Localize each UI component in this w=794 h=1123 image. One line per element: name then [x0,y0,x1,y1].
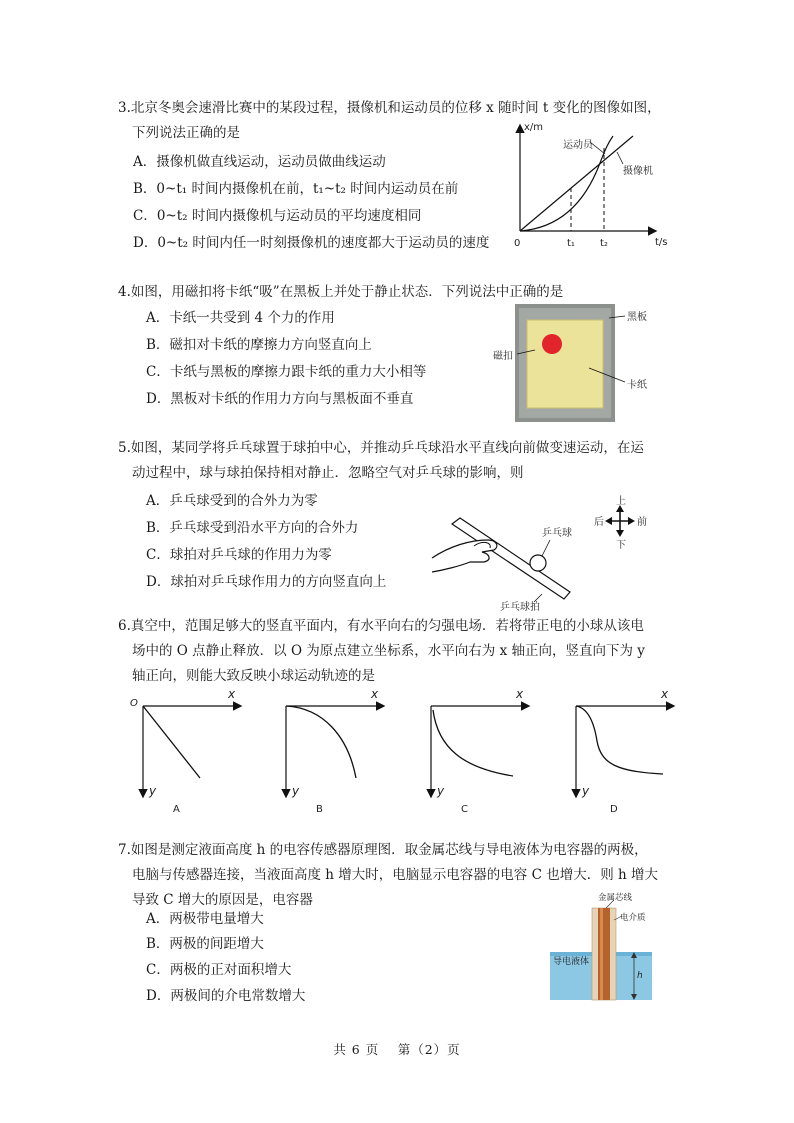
q3-origin: 0 [514,238,521,249]
q5-stem-line2: 动过程中，球与球拍保持相对静止．忽略空气对乒乓球的影响，则 [132,465,524,481]
q4-option-a[interactable]: A．卡纸一共受到 4 个力的作用 [146,310,335,326]
q7-liquid-label: 导电液体 [553,957,590,967]
q5-down-label: 下 [616,540,626,551]
q6-graph-d[interactable] [576,687,673,815]
q4-stem: 4.如图，用磁扣将卡纸“吸”在黑板上并处于静止状态．下列说法中正确的是 [118,284,564,300]
q7-option-b[interactable]: B．两极的间距增大 [146,936,264,952]
q5-back-label: 后 [594,517,604,528]
q4-magnet [542,334,562,354]
q6-graph-a[interactable] [130,687,240,815]
q6-b-y: y [292,784,300,798]
page-footer: 共 6 页 第（2）页 [333,1042,461,1057]
q7-option-a[interactable]: A．两极带电量增大 [146,911,264,927]
q5-ball [530,555,546,571]
q5-option-b[interactable]: B．乒乓球受到沿水平方向的合外力 [146,520,359,536]
q6-a-trajectory [143,706,200,778]
q7-stem-line3: 导致 C 增大的原因是，电容器 [132,892,313,908]
q7-option-d[interactable]: D．两极间的介电常数增大 [146,988,306,1004]
q4-option-c[interactable]: C．卡纸与黑板的摩擦力跟卡纸的重力大小相等 [146,364,427,380]
q6-a-label: A [173,804,180,815]
q5-up-label: 上 [616,496,626,507]
q3-camera-label: 摄像机 [623,166,653,177]
q5-option-a[interactable]: A．乒乓球受到的合外力为零 [146,493,318,509]
q7-stem-line2: 电脑与传感器连接，当液面高度 h 增大时，电脑显示电容器的电容 C 也增大．则 h 增大 [132,867,658,883]
q6-c-trajectory [433,710,513,776]
q6-d-x: x [661,687,669,701]
q3-camera-pointer [617,152,623,164]
q6-stem-line1: 6.真空中，范围足够大的竖直平面内，有水平向右的匀强电场．若将带正电的小球从该电 [118,618,644,634]
q6-d-trajectory [576,706,663,774]
q6-stem-line3: 轴正向，则能大致反映小球运动轨迹的是 [132,668,375,684]
q3-t1-label: t₁ [567,238,575,249]
q3-option-d[interactable]: D．0~t₂ 时间内任一时刻摄像机的速度都大于运动员的速度 [133,235,490,251]
q3-x-label: t/s [655,237,668,248]
q6-a-x: x [228,687,236,701]
q3-athlete-label: 运动员 [563,140,593,151]
q3-stem-line2: 下列说法正确的是 [132,125,240,141]
q4-magnet-label: 磁扣 [493,351,513,362]
q5-hand [432,540,497,572]
q7-capacitor-figure [548,890,658,1002]
q5-option-d[interactable]: D．球拍对乒乓球作用力的方向竖直向上 [146,574,387,590]
q5-option-c[interactable]: C．球拍对乒乓球的作用力为零 [146,547,332,563]
q5-paddle-label: 乒乓球拍 [500,602,540,613]
q6-graph-b[interactable] [286,687,383,815]
q5-number: 5. [118,440,131,456]
question-5 [118,436,688,486]
q6-graph-c[interactable] [431,687,528,815]
q4-option-d[interactable]: D．黑板对卡纸的作用力方向与黑板面不垂直 [146,391,414,407]
q7-metal-core [598,908,610,1000]
q6-b-trajectory [286,706,356,778]
q3-t2-label: t₂ [600,238,608,249]
q6-c-y: y [437,784,445,798]
q6-options-graphs [118,686,678,816]
q6-a-origin: O [130,698,138,709]
q5-paddle-figure [430,496,680,614]
q4-blackboard-label: 黑板 [627,312,647,323]
q6-stem-line2: 场中的 O 点静止释放．以 O 为原点建立坐标系，水平向右为 x 轴正向，竖直向下为 y [132,643,645,659]
q5-stem-line1: 5.如图，某同学将乒乓球置于球拍中心，并推动乒乓球沿水平直线向前做变速运动，在运 [118,440,644,456]
q4-card-label: 卡纸 [627,380,647,391]
q3-option-b[interactable]: B．0~t₁ 时间内摄像机在前，t₁~t₂ 时间内运动员在前 [133,181,459,197]
q3-number: 3. [118,100,131,116]
q5-ball-label: 乒乓球 [542,528,572,539]
q6-a-y: y [149,784,157,798]
q6-d-label: D [610,804,618,815]
q6-d-y: y [582,784,590,798]
q4-option-b[interactable]: B．磁扣对卡纸的摩擦力方向竖直向上 [146,337,372,353]
q6-b-x: x [371,687,379,701]
q3-option-a[interactable]: A．摄像机做直线运动，运动员做曲线运动 [133,154,386,170]
q4-card [527,320,603,408]
q3-y-label: x/m [524,122,544,133]
q7-dielectric-label: 电介质 [620,913,646,923]
q3-xt-graph [505,118,675,253]
q4-blackboard-figure [493,302,680,427]
q7-number: 7. [118,842,131,858]
q7-h-label: h [637,971,643,981]
q7-stem-line1: 7.如图是测定液面高度 h 的电容传感器原理图．取金属芯线与导电液体为电容器的两极， [118,842,648,858]
q6-number: 6. [118,618,131,634]
q7-core-label: 金属芯线 [598,893,633,903]
q3-stem-line1: 3.北京冬奥会速滑比赛中的某段过程，摄像机和运动员的位移 x 随时间 t 变化的图像如图， [118,100,661,116]
q7-option-c[interactable]: C．两极的正对面积增大 [146,962,292,978]
q6-c-x: x [516,687,524,701]
q6-b-label: B [316,804,323,815]
q6-c-label: C [461,804,468,815]
q4-number: 4. [118,284,131,300]
question-6 [118,614,688,689]
q3-option-c[interactable]: C．0~t₂ 时间内摄像机与运动员的平均速度相同 [133,208,422,224]
q5-front-label: 前 [637,517,647,528]
